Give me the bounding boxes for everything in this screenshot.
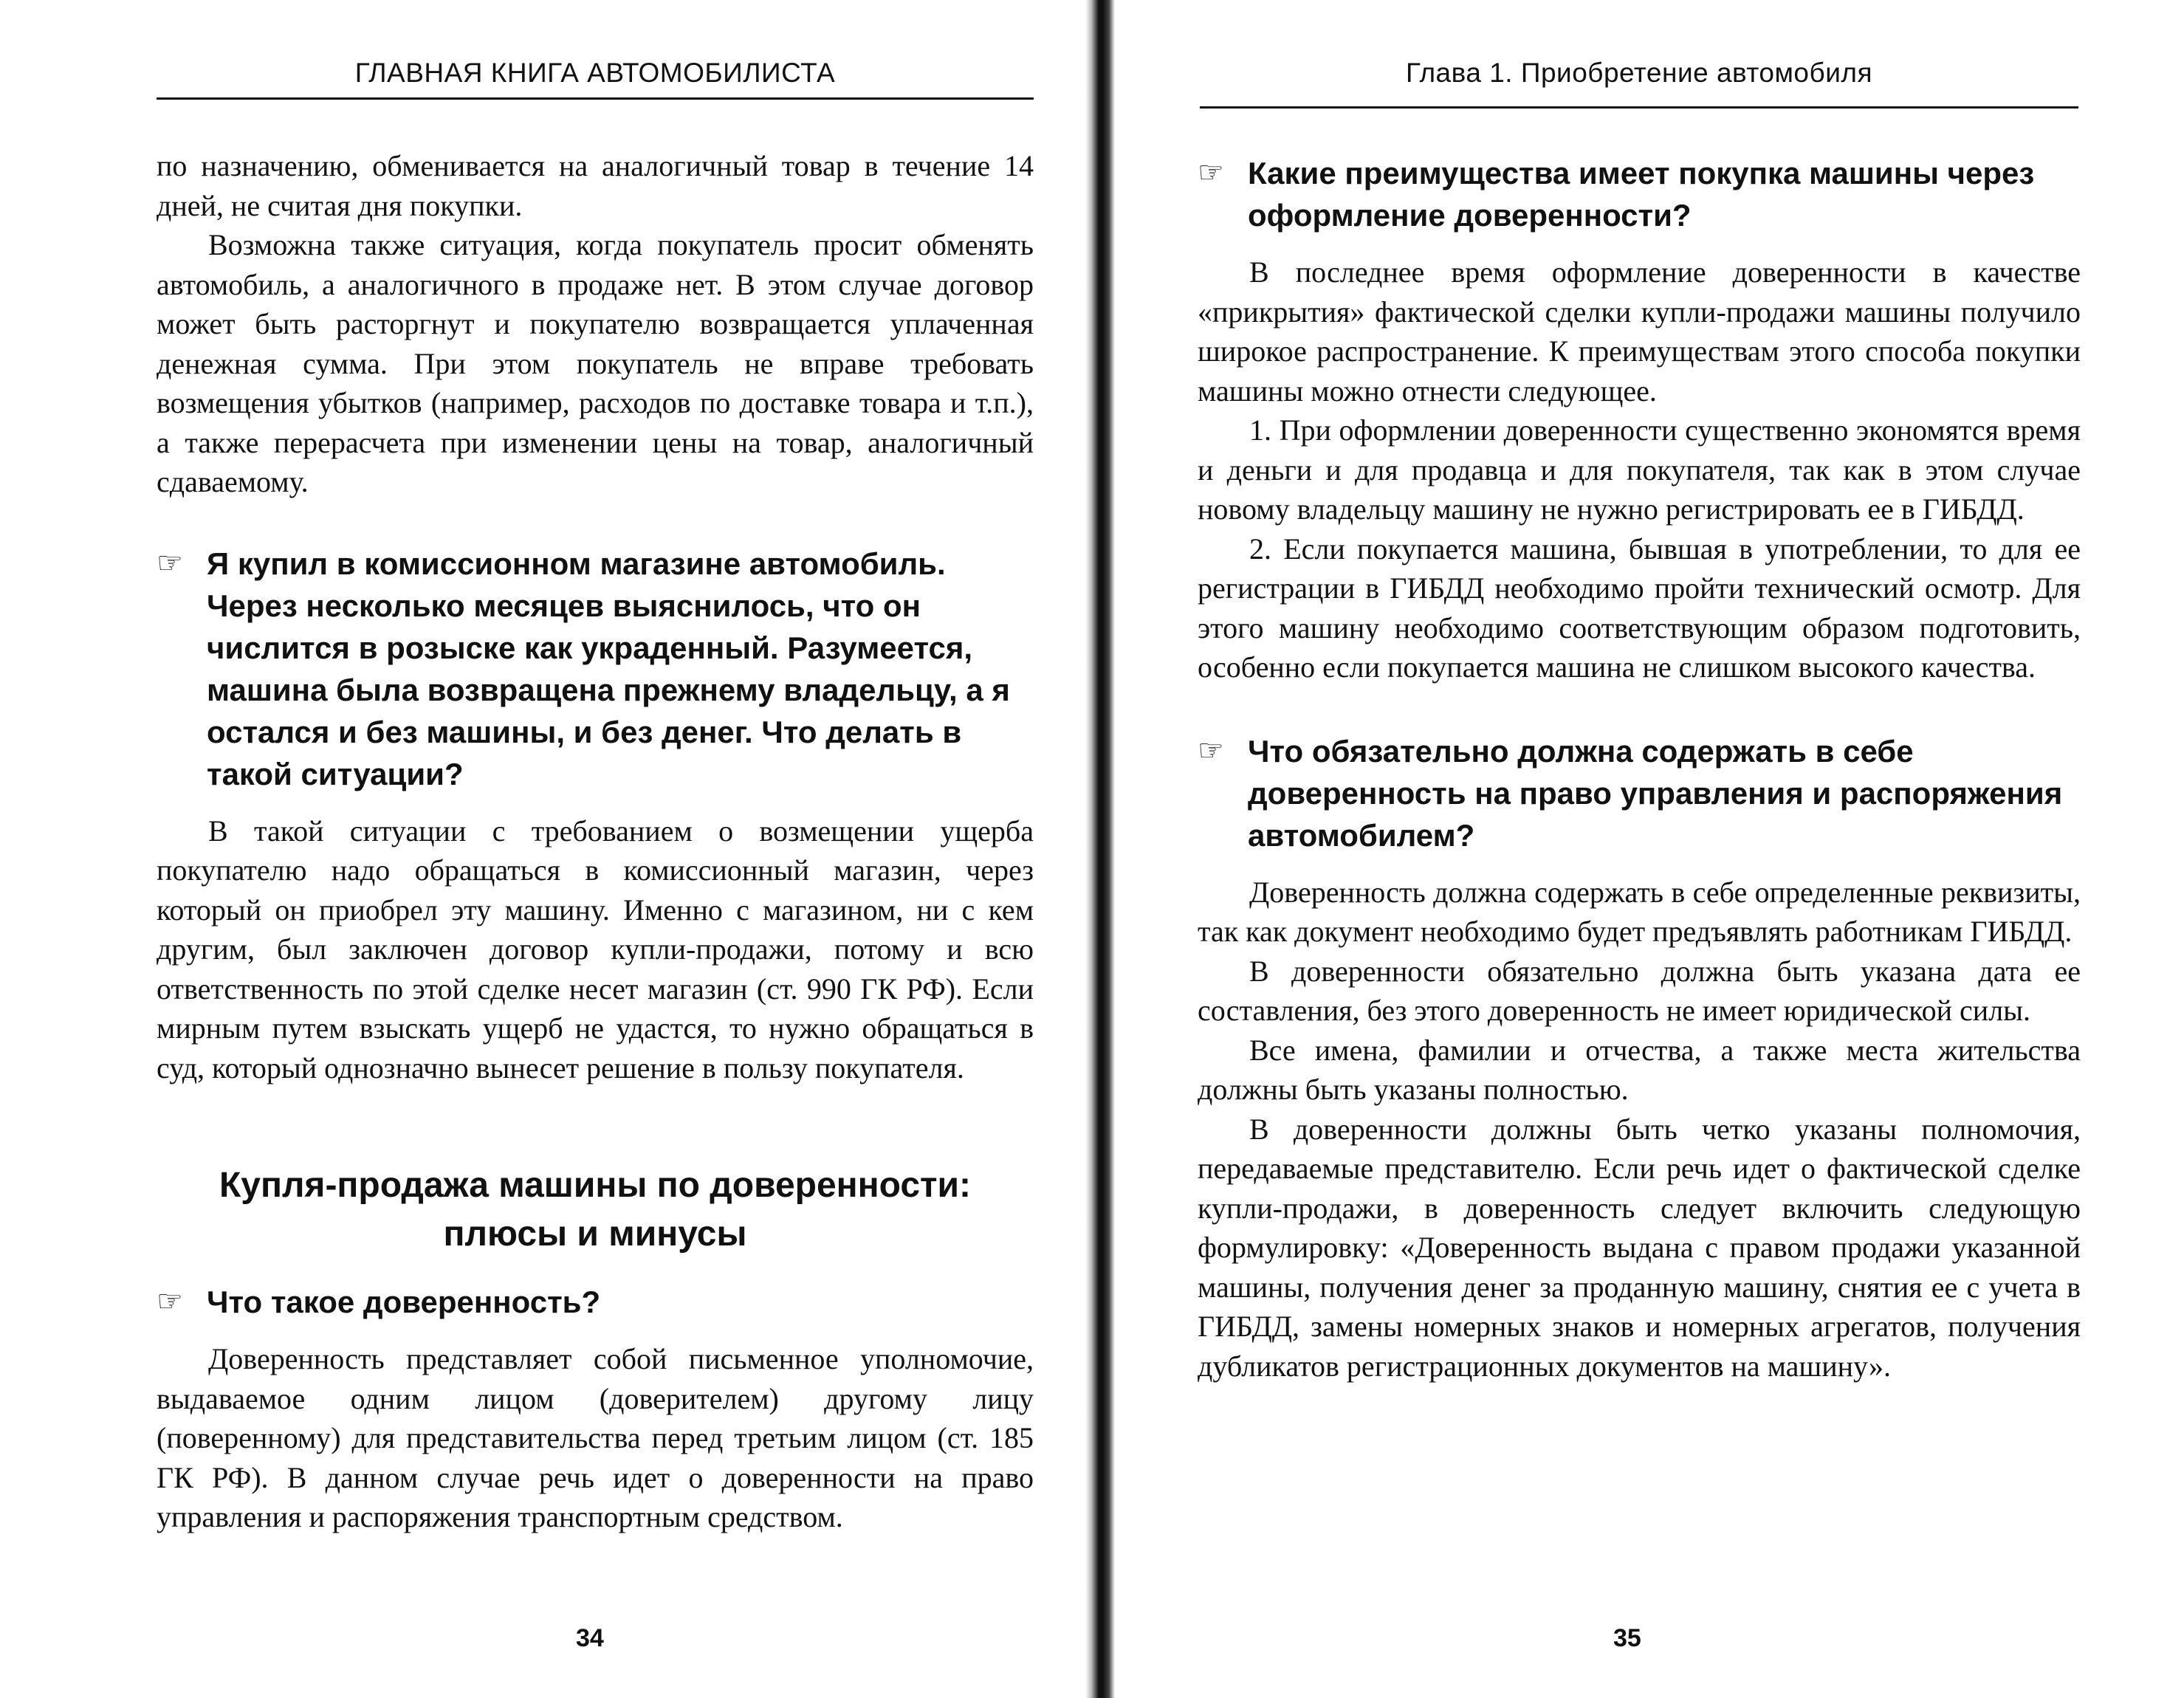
paragraph: В такой ситуации с требованием о возмещении ущерба покупателю надо обращаться в комиссионный магазин, через который он приобрел эту машину. Именно с магазином, ни с кем другим, был заключен договор купли-продажи, потому и всю ответственность по этой сделке несет магазин (ст. 990 ГК РФ). Если мирным путем взыскать ущерб не удастся, то нужно обращаться в суд, который однозначно вынесет решение в пользу покупателя. bbox=[157, 814, 1034, 1085]
paragraph: 1. При оформлении доверенности существенно экономятся время и деньги и для продавца и для покупателя, так как в этом случае новому владельцу машину не нужно регистрировать ее в ГИБДД. bbox=[1198, 413, 2081, 526]
paragraph: В доверенности обязательно должна быть указана дата ее составления, без этого доверенность не имеет юридической силы. bbox=[1198, 954, 2081, 1027]
question-text: Я купил в комиссионном магазине автомобиль. Через несколько месяцев выяснилось, что он числится в розыске как украденный. Разумеется, машина была возвращена прежнему владельцу, а я остался и без машины, и без денег. Что делать в такой ситуации? bbox=[207, 546, 1010, 791]
header-rule bbox=[1200, 106, 2078, 109]
section-title-line: плюсы и минусы bbox=[443, 1214, 747, 1254]
right-page bbox=[1108, 0, 2184, 1698]
question-text: Что обязательно должна содержать в себе доверенность на право управления и распоряжения автомобилем? bbox=[1248, 733, 2063, 853]
paragraph: по назначению, обменивается на аналогичный товар в течение 14 дней, не считая дня покупки. bbox=[157, 149, 1034, 222]
running-head: ГЛАВНАЯ КНИГА АВТОМОБИЛИСТА bbox=[354, 58, 836, 88]
right-page-content bbox=[1198, 152, 2081, 1386]
question-heading bbox=[157, 543, 1034, 795]
question-heading bbox=[1198, 152, 2081, 236]
left-page bbox=[0, 0, 1078, 1698]
paragraph: В доверенности должны быть четко указаны полномочия, передаваемые представителю. Если речь идет о фактической сделке купли-продажи, в доверенность следует включить следующую формулировку: «Доверенность выдана с правом продажи указанной машины, получения денег за проданную машину, снятия ее с учета в ГИБДД, замены номерных знаков и номерных агрегатов, получения дубликатов регистрационных документов на машину». bbox=[1198, 1112, 2081, 1383]
paragraph: Доверенность должна содержать в себе определенные реквизиты, так как документ необходимо будет предъявлять работникам ГИБДД. bbox=[1198, 875, 2081, 948]
question-heading bbox=[1198, 730, 2081, 856]
left-page-content bbox=[157, 146, 1034, 1537]
paragraph: Возможна также ситуация, когда покупатель просит обменять автомобиль, а аналогичного в продаже нет. В этом случае договор может быть расторгнут и покупателю возвращается уплаченная денежная сумма. При этом покупатель не вправе требовать возмещения убытков (например, расходов по доставке товара и т.п.), а также перерасчета при изменении цены на товар, аналогичный сдаваемому. bbox=[157, 228, 1034, 498]
header-rule bbox=[157, 97, 1034, 100]
paragraph: 2. Если покупается машина, бывшая в употреблении, то для ее регистрации в ГИБДД необходимо пройти технический осмотр. Для этого машину необходимо соответствующим образом подготовить, особенно если покупается машина не слишком высокого качества. bbox=[1198, 532, 2081, 684]
paragraph: Все имена, фамилии и отчества, а также места жительства должны быть указаны полностью. bbox=[1198, 1033, 2081, 1106]
pointing-hand-icon: ☞ bbox=[157, 546, 183, 580]
page-number: 35 bbox=[1613, 1624, 1641, 1652]
paragraph: В последнее время оформление доверенности в качестве «прикрытия» фактической сделки купли-продажи машины получило широкое распространение. К преимуществам этого способа покупки машины можно отнести следующее. bbox=[1198, 255, 2081, 408]
section-title-line: Купля-продажа машины по доверенности: bbox=[219, 1166, 972, 1205]
pointing-hand-icon: ☞ bbox=[157, 1285, 183, 1318]
question-text: Что такое доверенность? bbox=[207, 1285, 601, 1319]
pointing-hand-icon: ☞ bbox=[1198, 157, 1224, 189]
pointing-hand-icon: ☞ bbox=[1198, 734, 1224, 767]
page-number: 34 bbox=[576, 1624, 604, 1652]
section-title bbox=[157, 1161, 1034, 1259]
running-head: Глава 1. Приобретение автомобиля bbox=[1406, 58, 1872, 88]
question-text: Какие преимущества имеет покупка машины через оформление доверенности? bbox=[1248, 156, 2035, 233]
paragraph: Доверенность представляет собой письменное уполномочие, выдаваемое одним лицом (доверителем) другому лицу (поверенному) для представительства перед третьим лицом (ст. 185 ГК РФ). В данном случае речь идет о доверенности на право управления и распоряжения транспортным средством. bbox=[157, 1342, 1034, 1533]
question-heading bbox=[157, 1281, 1034, 1323]
